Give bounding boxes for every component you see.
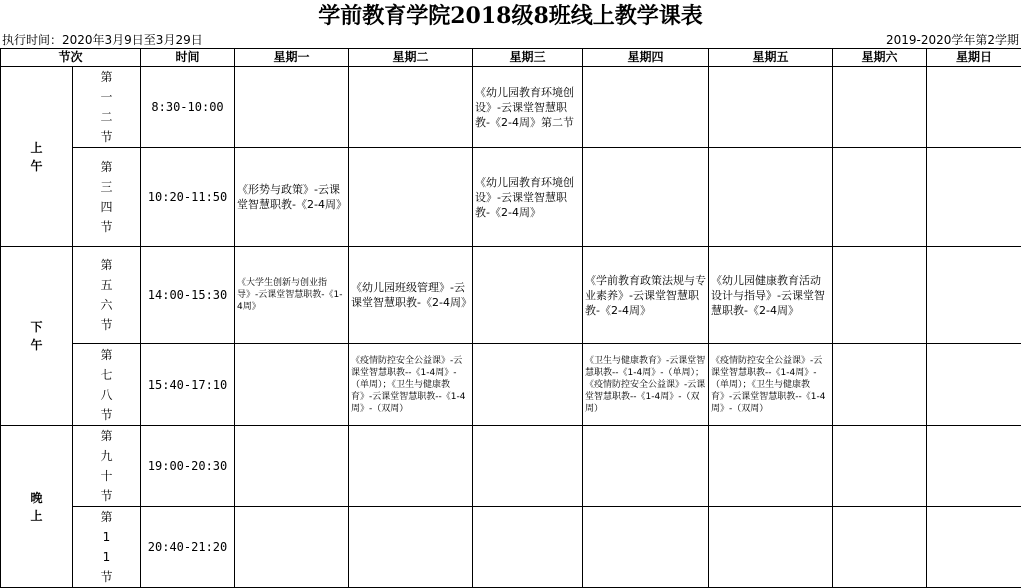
section-label: 第三四节 (73, 148, 141, 247)
course-cell: 《幼儿园健康教育活动设计与指导》-云课堂智慧职教-《2-4周》 (709, 247, 833, 344)
header-day: 星期一 (235, 49, 349, 67)
course-cell (473, 344, 583, 426)
course-cell: 《卫生与健康教育》-云课堂智慧职教--《1-4周》-（单周）；《疫情防控安全公益课》-云课堂智慧职教--《1-4周》-（双周） (583, 344, 709, 426)
header-row (1, 49, 1021, 67)
course-cell (473, 507, 583, 588)
course-cell (473, 426, 583, 507)
course-cell: 《大学生创新与创业指导》-云课堂智慧职教-《1-4周》 (235, 247, 349, 344)
course-cell (833, 67, 927, 148)
course-cell (927, 344, 1021, 426)
course-cell (473, 247, 583, 344)
course-cell (349, 148, 473, 247)
course-cell (833, 247, 927, 344)
course-cell (927, 148, 1021, 247)
course-cell (583, 148, 709, 247)
table-row (1, 426, 1021, 507)
course-cell (927, 67, 1021, 148)
course-cell: 《形势与政策》-云课堂智慧职教-《2-4周》 (235, 148, 349, 247)
time-slot: 19:00-20:30 (141, 426, 235, 507)
table-row (1, 247, 1021, 344)
course-cell (235, 344, 349, 426)
course-cell (833, 148, 927, 247)
header-period: 节次 (1, 49, 141, 67)
course-cell (709, 507, 833, 588)
course-cell: 《疫情防控安全公益课》-云课堂智慧职教--《1-4周》-（单周）；《卫生与健康教育》-云课堂智慧职教--《1-4周》-（双周） (709, 344, 833, 426)
term: 2019-2020学年第2学期 (886, 32, 1019, 48)
exec-time: 执行时间：2020年3月9日至3月29日 (2, 32, 203, 48)
header-day: 星期六 (833, 49, 927, 67)
course-cell (833, 344, 927, 426)
course-cell (349, 67, 473, 148)
section-label: 第一二节 (73, 67, 141, 148)
time-slot: 10:20-11:50 (141, 148, 235, 247)
time-slot: 8:30-10:00 (141, 67, 235, 148)
header-day: 星期三 (473, 49, 583, 67)
course-cell (583, 67, 709, 148)
course-cell (235, 507, 349, 588)
course-cell (833, 426, 927, 507)
section-label: 第11节 (73, 507, 141, 588)
header-day: 星期四 (583, 49, 709, 67)
course-cell (927, 247, 1021, 344)
table-row (1, 507, 1021, 588)
course-cell (583, 426, 709, 507)
header-day: 星期日 (927, 49, 1021, 67)
course-cell: 《学前教育政策法规与专业素养》-云课堂智慧职教-《2-4周》 (583, 247, 709, 344)
time-slot: 15:40-17:10 (141, 344, 235, 426)
header-day: 星期五 (709, 49, 833, 67)
period-morning: 上午 (1, 67, 73, 247)
course-cell (235, 67, 349, 148)
course-cell: 《幼儿园班级管理》-云课堂智慧职教-《2-4周》 (349, 247, 473, 344)
course-cell (349, 507, 473, 588)
course-cell (833, 507, 927, 588)
page-title: 学前教育学院2018级8班线上教学课表 (0, 0, 1021, 32)
period-afternoon: 下午 (1, 247, 73, 426)
course-cell: 《幼儿园教育环境创设》-云课堂智慧职教-《2-4周》第二节 (473, 67, 583, 148)
table-row (1, 67, 1021, 148)
course-cell: 《疫情防控安全公益课》-云课堂智慧职教--《1-4周》-（单周）；《卫生与健康教育》-云课堂智慧职教--《1-4周》-（双周） (349, 344, 473, 426)
time-slot: 20:40-21:20 (141, 507, 235, 588)
schedule-table (0, 48, 1021, 588)
period-evening: 晚上 (1, 426, 73, 588)
course-cell (927, 426, 1021, 507)
table-row (1, 344, 1021, 426)
course-cell: 《幼儿园教育环境创设》-云课堂智慧职教-《2-4周》 (473, 148, 583, 247)
time-slot: 14:00-15:30 (141, 247, 235, 344)
section-label: 第七八节 (73, 344, 141, 426)
table-row (1, 148, 1021, 247)
header-day: 星期二 (349, 49, 473, 67)
section-label: 第九十节 (73, 426, 141, 507)
course-cell (709, 426, 833, 507)
course-cell (349, 426, 473, 507)
course-cell (927, 507, 1021, 588)
section-label: 第五六节 (73, 247, 141, 344)
header-time: 时间 (141, 49, 235, 67)
course-cell (583, 507, 709, 588)
course-cell (235, 426, 349, 507)
course-cell (709, 67, 833, 148)
course-cell (709, 148, 833, 247)
